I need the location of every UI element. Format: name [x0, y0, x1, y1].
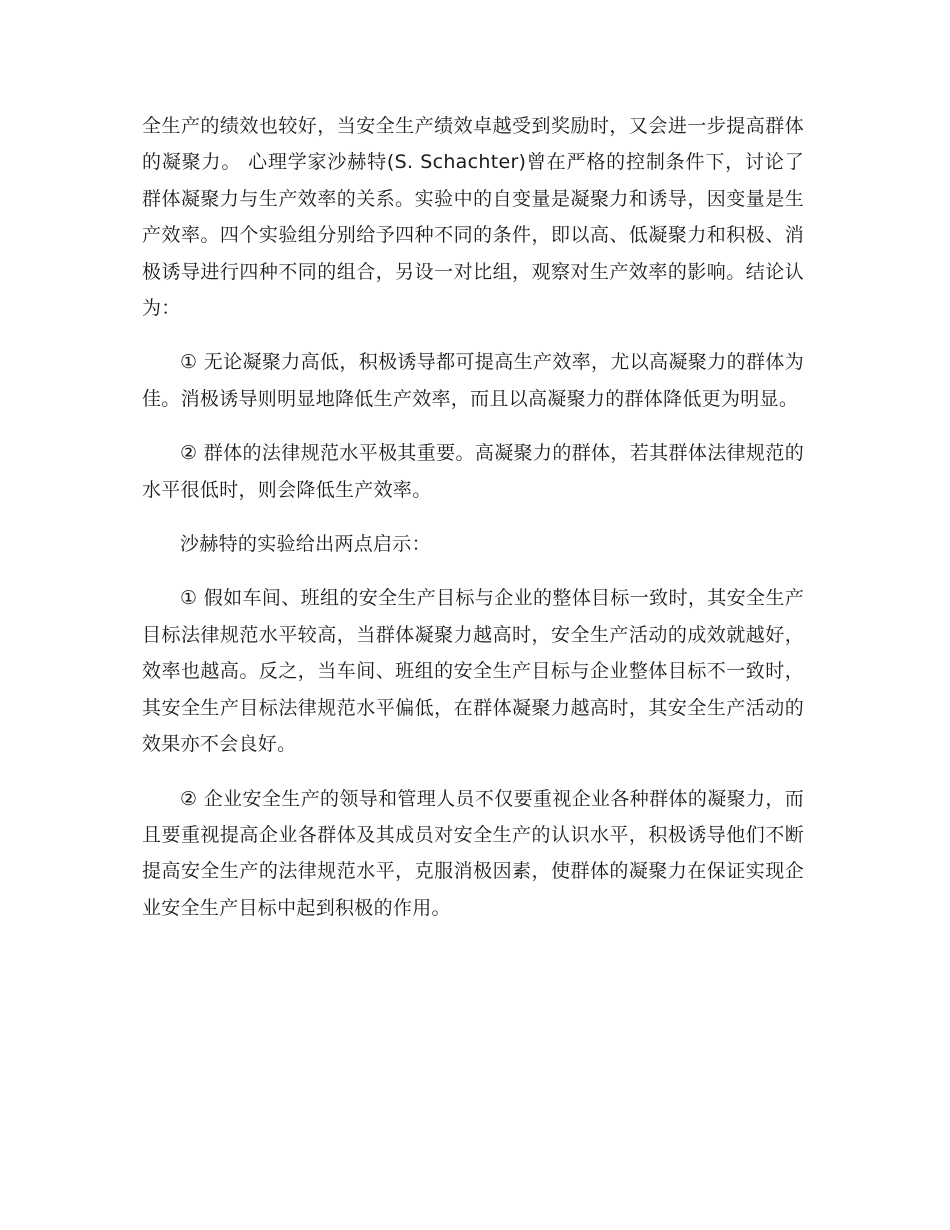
- paragraph-insight-1: ① 假如车间、班组的安全生产目标与企业的整体目标一致时，其安全生产目标法律规范水平较高，当群体凝聚力越高时，安全生产活动的成效就越好，效率也越高。反之，当车间、班组的安全生产目标与企业整体目标不一致时，其安全生产目标法律规范水平偏低，在群体凝聚力越高时，其安全生产活动的效果亦不会良好。: [142, 587, 804, 756]
- paragraph-continuation: 全生产的绩效也较好，当安全生产绩效卓越受到奖励时，又会进一步提高群体的凝聚力。 心理学家沙赫特(S. Schachter)曾在严格的控制条件下，讨论了群体凝聚力与生产效率的关系。实验中的自变量是凝聚力和诱导，因变量是生产效率。四个实验组分别给予四种不同的条件，即以高、低凝聚力和积极、消极诱导进行四种不同的组合，另设一对比组，观察对生产效率的影响。结论认为：: [142, 115, 804, 320]
- paragraph-conclusion-2: ② 群体的法律规范水平极其重要。高凝聚力的群体，若其群体法律规范的水平很低时，则会降低生产效率。: [142, 442, 804, 501]
- document-body: [142, 108, 804, 944]
- paragraph-insight-2: ② 企业安全生产的领导和管理人员不仅要重视企业各种群体的凝聚力，而且要重视提高企业各群体及其成员对安全生产的认识水平，积极诱导他们不断提高安全生产的法律规范水平，克服消极因素，使群体的凝聚力在保证实现企业安全生产目标中起到积极的作用。: [142, 787, 804, 919]
- paragraph-conclusion-1: ① 无论凝聚力高低，积极诱导都可提高生产效率，尤以高凝聚力的群体为佳。消极诱导则明显地降低生产效率，而且以高凝聚力的群体降低更为明显。: [142, 351, 804, 410]
- paragraph-insights-intro: 沙赫特的实验给出两点启示：: [180, 533, 431, 556]
